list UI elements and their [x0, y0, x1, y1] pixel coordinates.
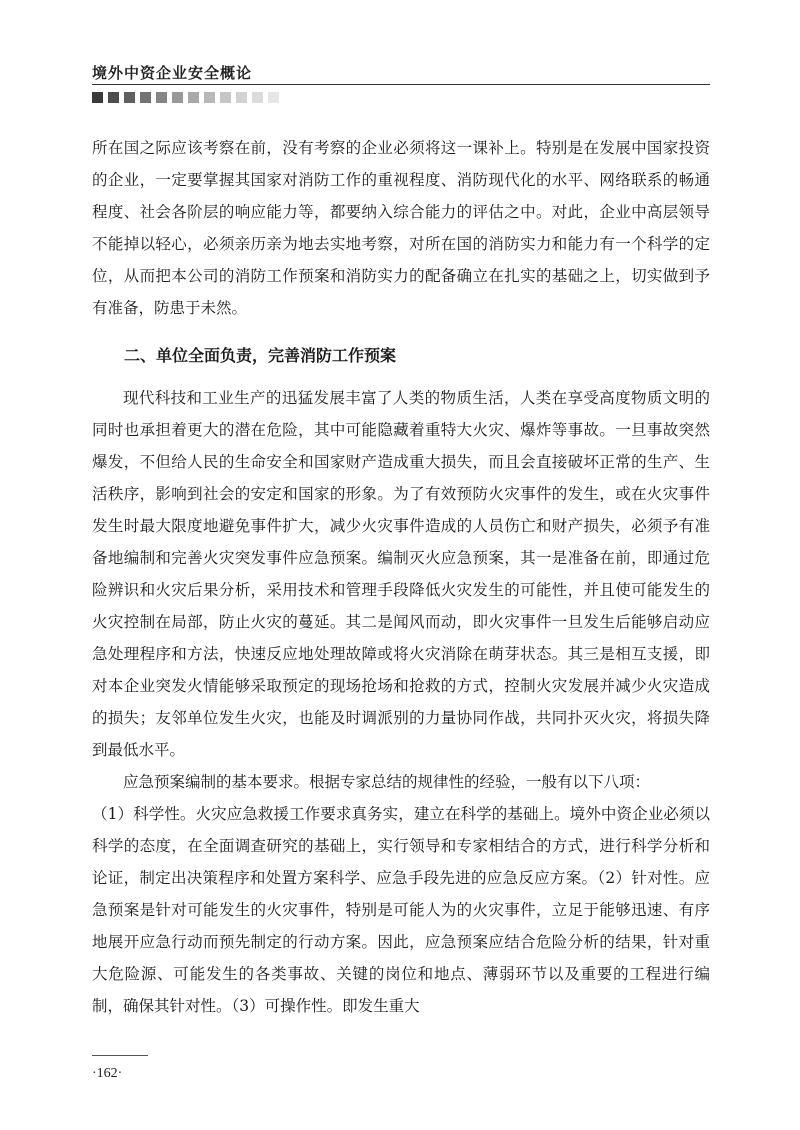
footer-rule	[92, 1055, 148, 1056]
paragraph: 现代科技和工业生产的迅猛发展丰富了人类的物质生活，人类在享受高度物质文明的同时也承担着更大的潜在危险，其中可能隐藏着重特大火灾、爆炸等事故。一旦事故突然爆发，不但给人民的生命安全和国家财产造成重大损失，而且会直接破坏正常的生产、生活秩序，影响到社会的安定和国家的形象。为了有效预防火灾事件的发生，或在火灾事件发生时最大限度地避免事件扩大，减少火灾事件造成的人员伤亡和财产损失，必须予有准备地编制和完善火灾突发事件应急预案。编制灭火应急预案，其一是准备在前，即通过危险辨识和火灾后果分析，采用技术和管理手段降低火灾发生的可能性，并且使可能发生的火灾控制在局部，防止火灾的蔓延。其二是闻风而动，即火灾事件一旦发生后能够启动应急处理程序和方法，快速反应地处理故障或将火灾消除在萌芽状态。其三是相互支援，即对本企业突发火情能够采取预定的现场抢场和抢救的方式，控制火灾发展并减少火灾造成的损失；友邻单位发生火灾，也能及时调派别的力量协同作战，共同扑灭火灾，将损失降到最低水平。	[92, 389, 710, 759]
running-title: 境外中资企业安全概论	[92, 64, 253, 82]
header-square	[140, 92, 151, 103]
header-square	[108, 92, 119, 103]
header-square	[236, 92, 247, 103]
section-heading: 二、单位全面负责，完善消防工作预案	[124, 346, 397, 365]
page-body	[92, 132, 710, 1022]
paragraph: （1）科学性。火灾应急救援工作要求真务实，建立在科学的基础上。境外中资企业必须以科学的态度，在全面调查研究的基础上，实行领导和专家相结合的方式，进行科学分析和论证，制定出决策程序和处置方案科学、应急手段先进的应急反应方案。（2）针对性。应急预案是针对可能发生的火灾事件，特别是可能人为的火灾事件，立足于能够迅速、有序地展开应急行动而预先制定的行动方案。因此，应急预案应结合危险分析的结果，针对重大危险源、可能发生的各类事故、关键的岗位和地点、薄弱环节以及重要的工程进行编制，确保其针对性。（3）可操作性。即发生重大	[92, 805, 710, 1015]
header-square	[172, 92, 183, 103]
paragraph-continued: 所在国之际应该考察在前，没有考察的企业必须将这一课补上。特别是在发展中国家投资的企业，一定要掌握其国家对消防工作的重视程度、消防现代化的水平、网络联系的畅通程度、社会各阶层的响应能力等，都要纳入综合能力的评估之中。对此，企业中高层领导不能掉以轻心，必须亲历亲为地去实地考察，对所在国的消防实力和能力有一个科学的定位，从而把本公司的消防工作预案和消防实力的配备确立在扎实的基础之上，切实做到予有准备，防患于未然。	[92, 139, 710, 317]
header-square	[268, 92, 279, 103]
header-square	[252, 92, 263, 103]
header-square	[220, 92, 231, 103]
header-square	[92, 92, 103, 103]
paragraph: 应急预案编制的基本要求。根据专家总结的规律性的经验，一般有以下八项：	[123, 773, 651, 791]
header-square	[204, 92, 215, 103]
header-square	[188, 92, 199, 103]
header-square	[124, 92, 135, 103]
page-number: ·162·	[92, 1066, 123, 1081]
header-square	[156, 92, 167, 103]
header-square-strip	[92, 92, 279, 103]
header-rule	[92, 84, 710, 85]
